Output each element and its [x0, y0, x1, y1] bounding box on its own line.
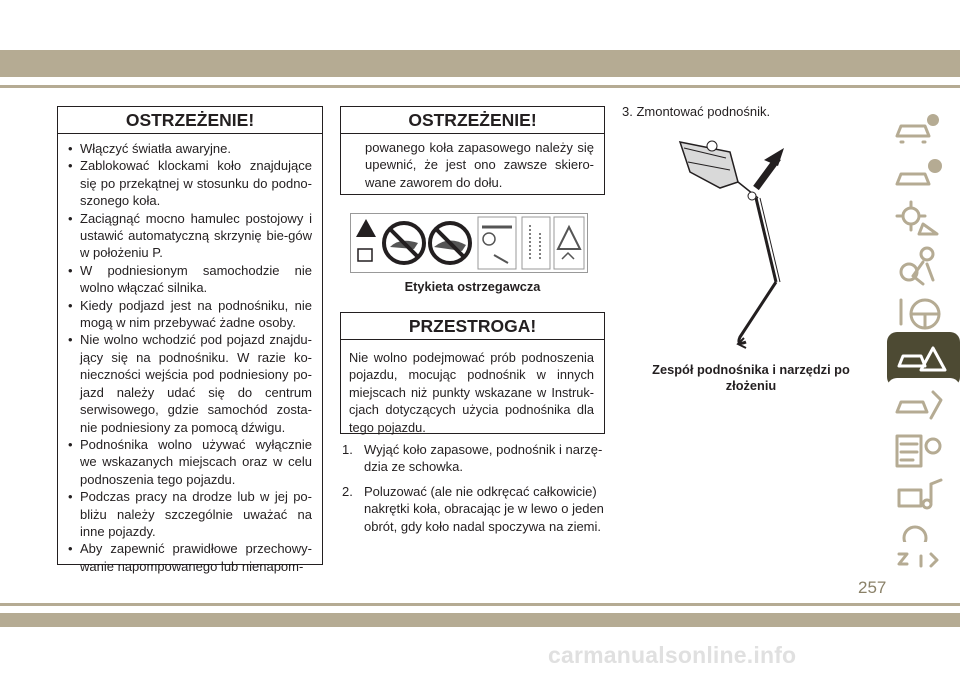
warning-label-image	[350, 213, 588, 273]
warning-text: powanego koła zapasowego należy się upewnić, że jest ono zawsze skiero-wane zaworem do dołu.	[365, 140, 594, 190]
step-item	[342, 483, 606, 535]
step-item	[342, 441, 606, 476]
page-number: 257	[858, 578, 887, 597]
warning-item: • Zaciągnąć mocno hamulec postojowy i ustawić automatyczną skrzynię bie-gów w położeniu P.	[66, 210, 312, 262]
warning-item: • Podczas pracy na drodze lub w jej po-bliżu należy szczególnie uważać na inne pojazdy.	[66, 488, 312, 540]
warning-item: • W podniesionym samochodzie nie wolno włączać silnika.	[66, 262, 312, 297]
jack-caption: Zespół podnośnika i narzędzi po złożeniu	[652, 362, 850, 393]
step-number: 2.	[342, 483, 353, 499]
warning-item: • Kiedy podjazd jest na podnośniku, nie mogą w nim przebywać żadne osoby.	[66, 297, 312, 332]
warning-box-left	[57, 106, 323, 574]
top-band	[0, 50, 960, 77]
warning-item: • Zablokować klockami koło znajdujące się po przekątnej w stosunku do podno-szonego koła.	[66, 157, 312, 209]
warning-item: • Włączyć światła awaryjne.	[66, 140, 312, 157]
warning-title: OSTRZEŻENIE!	[58, 107, 322, 134]
label-caption: Etykieta ostrzegawcza	[404, 279, 541, 294]
warning-item: • Nie wolno wchodzić pod pojazd znajdu-jący się na podnośniku. W razie ko-nieczności wejścia pod podniesiony po-jazd należy udać się do centrum serwisowego, gdzie samochód zosta-nie podniesiony za pomocą dźwigu.	[66, 331, 312, 435]
watermark: carmanualsonline.info	[548, 642, 797, 668]
step-text: Poluzować (ale nie odkręcać całkowicie) nakrętki koła, obracając je w lewo o jeden obrót, gdy koło nadal spoczywa na ziemi.	[364, 483, 604, 534]
caution-text: Nie wolno podejmować prób podnoszenia pojazdu, mocując podnośnik w innych miejscach niż punkty wskazane w Instruk-cjach dotyczących użycia podnośnika dla tego pojazdu.	[349, 350, 594, 435]
bottom-band	[0, 613, 960, 627]
index-letters-icon[interactable]	[887, 542, 960, 597]
step-3: 3. Zmontować podnośnik.	[622, 104, 771, 119]
step-number: 1.	[342, 442, 353, 457]
bottom-rule	[0, 603, 960, 606]
step-text: Wyjąć koło zapasowe, podnośnik i narzę-dzia ze schowka.	[364, 442, 603, 475]
warning-item: • Aby zapewnić prawidłowe przechowy-wanie napompowanego lub nienapom-	[66, 540, 312, 575]
warning-list	[58, 134, 322, 575]
warning-box-continued	[340, 106, 605, 195]
caution-box	[340, 312, 605, 434]
warning-item: • Podnośnika wolno używać wyłącznie we wskazanych miejscach oraz w celu podnoszenia tego pojazdu.	[66, 436, 312, 488]
warning-title: OSTRZEŻENIE!	[341, 107, 604, 134]
jack-assembly-image	[660, 132, 810, 352]
top-rule	[0, 85, 960, 88]
caution-title: PRZESTROGA!	[341, 313, 604, 340]
steps-list	[342, 441, 606, 542]
